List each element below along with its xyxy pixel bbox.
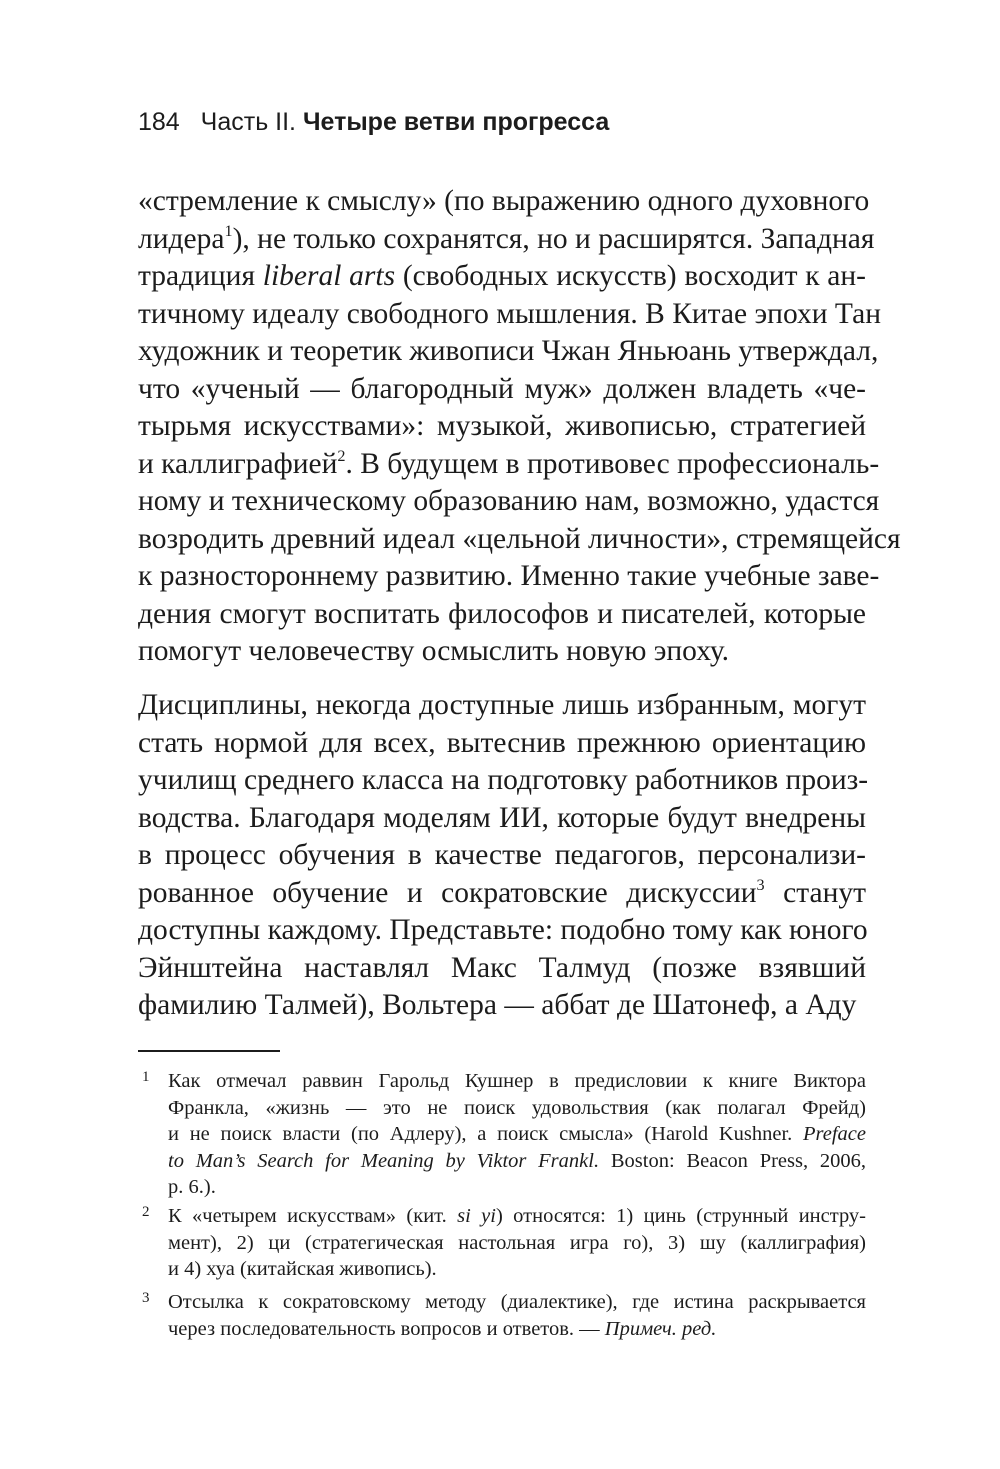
line-text: и не поиск власти (по Адлеру), а поиск смысла» (Harold Kushner. — [168, 1123, 804, 1145]
italic-text: Примеч. ред. — [604, 1317, 717, 1340]
text-line — [138, 521, 901, 559]
line-text: к разностороннему развитию. Именно такие учебные заве- — [138, 560, 880, 592]
footnote-line — [168, 1256, 866, 1283]
footnote — [138, 1289, 866, 1342]
line-text: в процесс обучения в качестве педагогов, персонализи- — [138, 839, 866, 871]
line-text: водства. Благодаря моделям ИИ, которые будут внедрены — [138, 801, 866, 834]
text-line — [138, 987, 866, 1025]
line-text: Эйнштейна наставлял Макс Талмуд (позже взявший — [138, 951, 866, 984]
footnote-text — [168, 1203, 866, 1283]
italic-text: liberal arts — [262, 260, 396, 292]
line-text: стать нормой для всех, вытеснив прежнюю ориентацию — [138, 726, 866, 759]
running-header — [138, 104, 609, 140]
footnote — [138, 1203, 866, 1283]
line-text-rest: ), не только сохранятся, но и расширятся. Западная — [232, 222, 875, 255]
line-text: доступны каждому. Представьте: подобно тому как юного — [138, 914, 868, 946]
line-text-rest: ) относятся: 1) цинь (струнный инстру- — [495, 1205, 867, 1227]
footnote-line — [168, 1121, 866, 1148]
text-line — [138, 725, 866, 763]
text-line — [138, 183, 870, 221]
line-text: Отсылка к сократовскому методу (диалектике), где истина раскрывается — [168, 1291, 866, 1313]
footnote-line — [168, 1095, 866, 1122]
text-line — [138, 837, 866, 875]
line-text: фамилию Талмей), Вольтера — аббат де Шатонеф, а Аду — [138, 989, 857, 1021]
line-text-rest: Boston: Beacon Press, 2006, — [599, 1149, 867, 1172]
line-text: и 4) хуа (китайская живопись). — [168, 1258, 437, 1280]
footnote-line — [168, 1316, 866, 1343]
text-line — [138, 596, 866, 634]
text-line — [138, 483, 880, 521]
line-text: возродить древний идеал «цельной личности», стремящейся — [138, 522, 901, 555]
text-line — [138, 446, 880, 484]
text-line — [138, 912, 866, 950]
footnote-line — [168, 1230, 866, 1257]
text-line — [138, 950, 866, 988]
footnote-ref: 2 — [337, 446, 346, 465]
footnote-number: 2 — [142, 1204, 150, 1220]
footnote-text — [168, 1068, 866, 1201]
part-label: Часть II. — [200, 108, 296, 136]
line-text: лидера — [138, 222, 225, 255]
text-line — [138, 408, 866, 446]
line-text: Франкла, «жизнь — это не поиск удовольствия (как полагал Фрейд) — [168, 1096, 866, 1119]
line-text: «стремление к смыслу» (по выражению одного духовного — [138, 185, 870, 217]
line-text: Как отмечал раввин Гарольд Кушнер в предисловии к книге Виктора — [168, 1070, 866, 1092]
line-text: рованное обучение и сократовские дискуссии — [138, 876, 757, 909]
line-text: p. 6.). — [168, 1176, 216, 1198]
footnote-line — [168, 1203, 866, 1230]
line-text: ному и техническому образованию нам, возможно, удастся — [138, 485, 880, 517]
line-text-rest: . В будущем в противовес профессиональ- — [345, 447, 880, 480]
line-text: училищ среднего класса на подготовку работников произ- — [138, 764, 869, 796]
text-line — [138, 221, 875, 259]
line-text: что «ученый — благородный муж» должен владеть «че- — [138, 372, 866, 405]
paragraph — [138, 183, 901, 671]
line-text: Дисциплины, некогда доступные лишь избранным, могут — [138, 689, 866, 721]
line-text: и каллиграфией — [138, 447, 338, 480]
line-text-rest: (свободных искусств) восходит к ан- — [395, 260, 866, 292]
italic-text: to Man’s Search for Meaning by Viktor Frankl. — [168, 1149, 600, 1172]
text-line — [138, 875, 866, 913]
footnote-line — [168, 1148, 866, 1175]
line-text: дения смогут воспитать философов и писателей, которые — [138, 597, 866, 630]
line-text: тичному идеалу свободного мышления. В Китае эпохи Тан — [138, 297, 882, 330]
footnote-divider — [138, 1050, 280, 1052]
line-text: через последовательность вопросов и ответов. — — [168, 1317, 605, 1340]
footnote-ref: 1 — [224, 221, 233, 240]
line-text: тырьмя искусствами»: музыкой, живописью, стратегией — [138, 410, 866, 442]
text-line — [138, 762, 869, 800]
footnote-ref: 3 — [756, 875, 765, 894]
text-line — [138, 333, 879, 371]
footnote-line — [168, 1068, 866, 1095]
text-line — [138, 633, 866, 671]
text-line — [138, 371, 866, 409]
paragraph — [138, 687, 869, 1025]
text-line — [138, 258, 866, 296]
italic-text: si yi — [457, 1205, 496, 1227]
text-line — [138, 687, 866, 725]
line-text: традиция — [138, 260, 263, 292]
line-text: помогут человечеству осмыслить новую эпоху. — [138, 635, 729, 667]
line-text: К «четырем искусствам» (кит. — [168, 1205, 458, 1227]
footnote-number: 3 — [142, 1290, 150, 1306]
line-text-rest: станут — [764, 876, 866, 909]
page-number: 184 — [138, 108, 180, 136]
italic-text: Preface — [803, 1123, 866, 1145]
chapter-title: Четыре ветви прогресса — [302, 108, 610, 136]
footnote-line — [168, 1174, 866, 1201]
footnote-number: 1 — [142, 1069, 150, 1085]
line-text: мент), 2) ци (стратегическая настольная игра го), 3) шу (каллиграфия) — [168, 1231, 866, 1254]
line-text: художник и теоретик живописи Чжан Яньюань утверждал, — [138, 335, 879, 367]
text-line — [138, 800, 866, 838]
footnote-text — [168, 1289, 866, 1342]
text-line — [138, 558, 880, 596]
text-line — [138, 296, 882, 334]
footnote — [138, 1068, 866, 1201]
footnote-line — [168, 1289, 866, 1316]
